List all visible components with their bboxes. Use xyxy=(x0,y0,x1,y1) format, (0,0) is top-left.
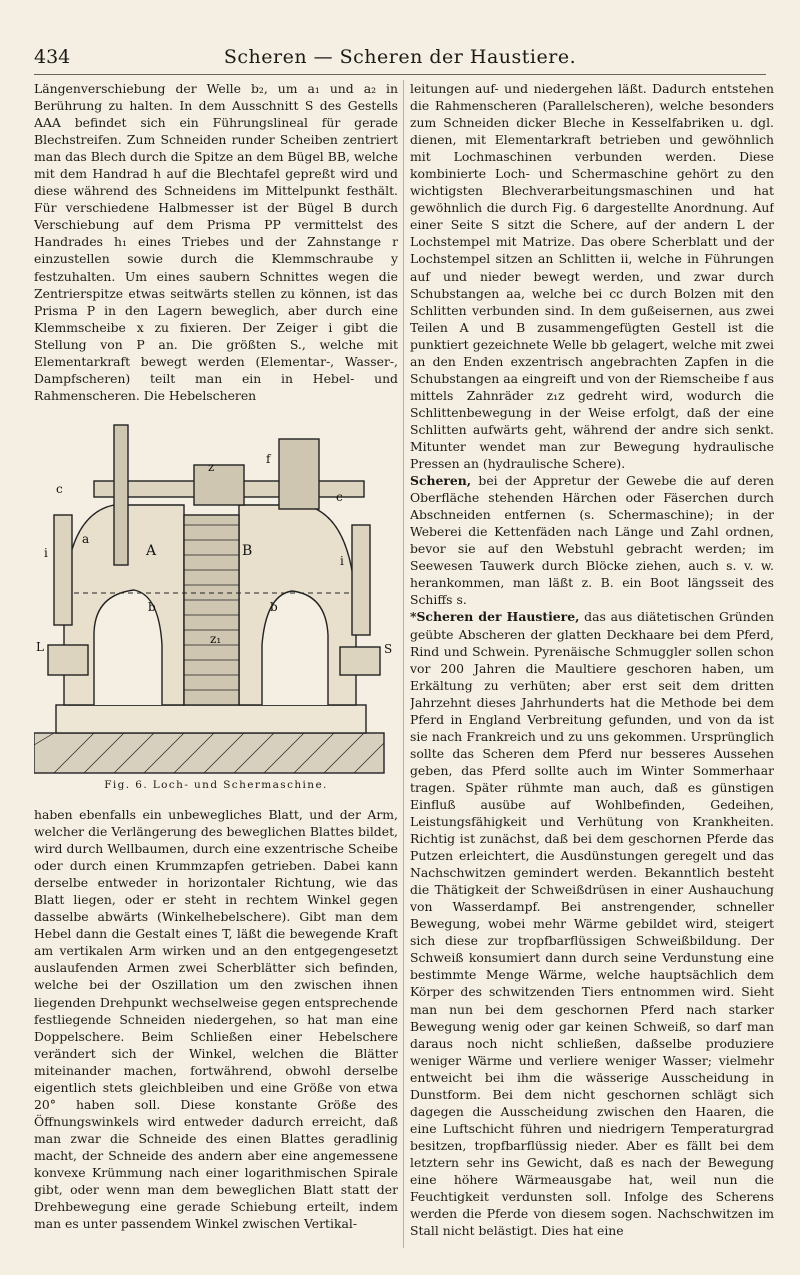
figure-punching-shearing-machine xyxy=(34,415,398,800)
label-f: f xyxy=(266,452,271,466)
label-c-left: c xyxy=(56,482,63,496)
label-c-right: c xyxy=(336,490,343,504)
right-column xyxy=(410,80,774,1250)
paragraph: Längenverschiebung der Welle b₂, um a₁ und a₂ in Berührung zu halten. In dem Ausschnitt S des Gestells AAA befindet sich ein Führungslineal für gerade Blechstreifen. Zum Schneiden runder Scheiben zentriert man das Blech durch die Spitze an dem Bügel BB, welche mit dem Handrad h auf die Blechtafel gepreßt wird und diese während des Schneidens im Mittelpunkt festhält. Für verschiedene Halbmesser ist der Bügel B durch Verschiebung auf dem Prisma PP vermittelst des Handrades h₁ eines Triebes und der Zahnstange r einzustellen sowie durch die Klemmschraube y festzuhalten. Um eines saubern Schnittes wegen die Zentrierspitze etwas seitwärts stellen zu können, ist das Prisma P in den Lagern beweglich, aber durch eine Klemmscheibe x zu fixieren. Der Zeiger i gibt die Stellung von P an. Die größten S., welche mit Elementarkraft bewegt werden (Elementar-, Wasser-, Dampfscheren) teilt man ein in Hebel- und Rahmenscheren. Die Hebelscheren xyxy=(34,81,398,403)
left-column-top xyxy=(34,80,398,405)
entry-term: Scheren, xyxy=(410,473,472,489)
label-S: S xyxy=(384,642,393,656)
entry-scheren xyxy=(410,472,774,608)
entry-text: das aus diätetischen Gründen geübte Abscheren der glatten Deckhaare bei dem Pferd, Rind und Schwein. Pyrenäische Schmuggler sollen schon vor 200 Jahren die Maultiere geschoren haben, um Erkältung zu verhüten; aber erst seit dem dritten Jahrzehnt dieses Jahrhunderts hat die Methode bei dem Pferd in England Verbreitung gefunden, und von da ist sie nach Frankreich und zu uns gekommen. Ursprünglich sollte das Scheren dem Pferd nur besseres Aussehen geben, das Pferd sollte auch im Winter Sommerhaar tragen. Später rühmte man auch, daß es günstigen Einfluß ausübe auf Wohlbefinden, Gedeihen, Leistungsfähigkeit und Verhütung von Krankheiten. Richtig ist zunächst, daß bei dem geschornen Pferde das Putzen erleichtert, die Ausdünstungen geregelt und das Nachschwitzen gemindert werden. Bekanntlich besteht die Thätigkeit der Schweißdrüsen in einer Aushauchung von Wasserdampf. Bei anstrengender, schneller Bewegung, wobei mehr Wärme gebildet wird, steigert sich diese zur tropfbarflüssigen Schweißbildung. Der Schweiß konsumiert dann durch seine Verdunstung eine bestimmte Menge Wärme, welche hauptsächlich dem Körper des schwitzenden Tiers entnommen wird. Sieht man nun bei dem geschornen Pferd nach starker Bewegung wenig oder gar keinen Schweiß, so darf man daraus noch nicht schließen, daßselbe produziere weniger Wärme und verliere weniger Wasser; vielmehr entweicht bei ihm die wässerige Ausscheidung in Dunstform. Bei dem nicht geschornen schlägt sich dagegen die Ausscheidung zwischen den Haaren, die eine Luftschicht führen und niedrigern Temperaturgrad besitzen, tropfbarflüssig nieder. Aber es fällt bei dem letztern sehr ins Gewicht, daß es nach der Bewegung eine höhere Wärmeausgabe hat, weil nun die Feuchtigkeit verdunsten soll. Infolge des Scherens werden die Pferde von diesem sogen. Nachschwitzen im Stall nicht belästigt. Dies hat eine xyxy=(410,609,774,1239)
running-title: Scheren — Scheren der Haustiere. xyxy=(223,46,577,68)
label-a: a xyxy=(82,532,90,546)
label-z1: z₁ xyxy=(210,632,222,646)
entry-term: *Scheren der Haustiere, xyxy=(410,609,580,625)
label-b-left: b xyxy=(148,600,156,614)
page-header xyxy=(34,44,766,75)
label-z: z xyxy=(208,460,215,474)
label-b-right: b xyxy=(270,600,278,614)
column-divider xyxy=(403,80,404,1248)
entry-scheren-der-haustiere xyxy=(410,608,774,1239)
left-column-bottom xyxy=(34,806,398,1246)
paragraph: leitungen auf- und niedergehen läßt. Dadurch entstehen die Rahmenscheren (Parallelscheren), welche besonders zum Schneiden dicker Bleche in Kesselfabriken u. dgl. dienen, mit Elementarkraft betrieben und gewöhnlich mit Lochmaschinen verbunden werden. Diese kombinierte Loch- und Schermaschine gehört zu den wichtigsten Blechverarbeitungsmaschinen und hat gewöhnlich die durch Fig. 6 dargestellte Anordnung. Auf einer Seite S sitzt die Schere, auf der andern L der Lochstempel mit Matrize. Das obere Scherblatt und der Lochstempel sitzen an Schlitten ii, welche in Führungen auf und nieder bewegt werden, und zwar durch Schubstangen aa, welche bei cc durch Bolzen mit den Schlitten verbunden sind. In dem gußeisernen, aus zwei Teilen A und B zusammengefügten Gestell ist die punktiert gezeichnete Welle bb gelagert, welche mit zwei an den Enden exzentrisch angebrachten Zapfen in die Schubstangen aa eingreift und von der Riemscheibe f aus mittels Zahnräder z₁z gedreht wird, wodurch die Schlittenbewegung in der Weise erfolgt, daß der eine Schlitten aufwärts geht, während der andre sich senkt. Mitunter wendet man zur Bewegung hydraulische Pressen an (hydraulische Schere). xyxy=(410,81,774,472)
label-L: L xyxy=(36,640,44,654)
label-i-left: i xyxy=(44,546,48,560)
entry-text: bei der Appretur der Gewebe die auf deren Oberfläche stehenden Härchen oder Fäserchen durch Abschneiden entfernen (s. Schermaschine); in der Weberei die Kettenfäden nach Länge und Zahl ordnen, bevor sie auf den Webstuhl gebracht werden; im Seewesen Tauwerk durch Blöcke ziehen, auch s. v. w. herankommen, man läßt z. B. ein Boot längsseit des Schiffs s. xyxy=(410,473,774,608)
label-i-right: i xyxy=(340,554,344,568)
page-number: 434 xyxy=(34,46,71,68)
paragraph: haben ebenfalls ein unbewegliches Blatt, und der Arm, welcher die Verlängerung des beweglichen Blattes bildet, wird durch Wellbaumen, durch eine exzentrische Scheibe oder durch einen Krummzapfen getrieben. Dabei kann derselbe entweder in horizontaler Richtung, wie das Blatt liegen, oder er steht in rechtem Winkel gegen dasselbe abwärts (Winkelhebelschere). Gibt man dem Hebel dann die Gestalt eines T, läßt die bewegende Kraft am vertikalen Arm wirken und an den entgegengesetzt auslaufenden Armen zwei Scherblätter sich befinden, welche bei der Oszillation um den zwischen ihnen liegenden Drehpunkt wechselweise gegen entsprechende festliegende Schneiden niedergehen, so hat man eine Doppelschere. Beim Schließen einer Hebelschere verändert sich der Winkel, welchen die Blätter miteinander machen, fortwährend, obwohl derselbe eigentlich stets gleichbleiben und eine Größe von etwa 20° haben soll. Diese konstante Größe des Öffnungswinkels wird entweder dadurch erreicht, daß man zwar die Schneide des einen Blattes geradlinig macht, der Schneide des andern aber eine angemessene konvexe Krümmung nach einer logarithmischen Spirale gibt, oder wenn man dem beweglichen Blatt statt der Drehbewegung eine gerade Schiebung erteilt, indem man es unter passendem Winkel zwischen Vertikal- xyxy=(34,807,398,1232)
machine-drawing xyxy=(34,415,398,775)
label-A: A xyxy=(146,543,157,559)
figure-caption: Fig. 6. Loch- und Schermaschine. xyxy=(104,779,328,791)
label-B: B xyxy=(242,543,253,559)
